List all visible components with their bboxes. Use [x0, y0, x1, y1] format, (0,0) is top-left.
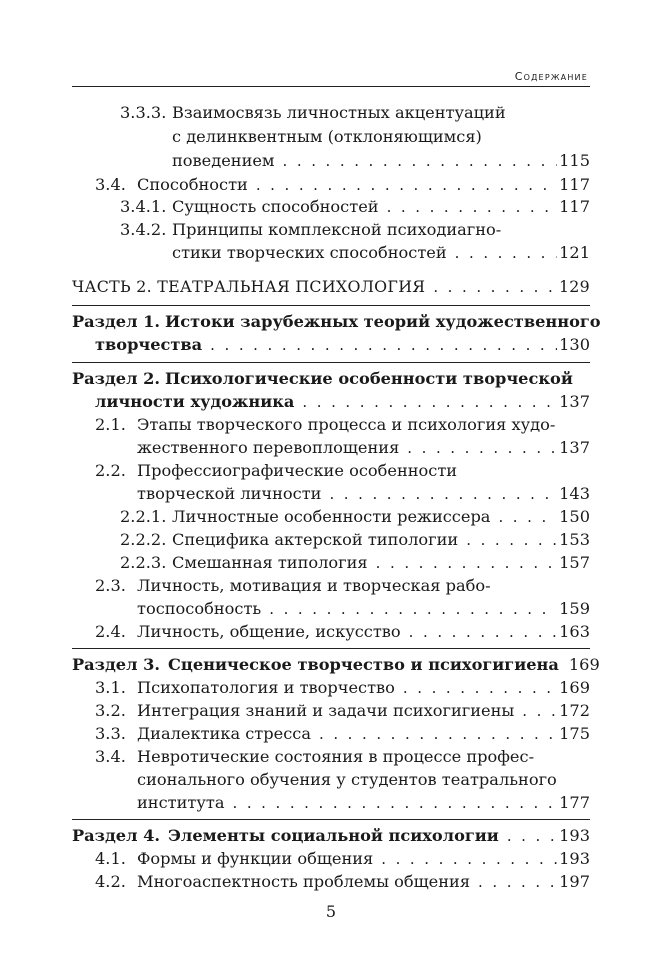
toc-part-entry[interactable]: [72, 277, 590, 297]
toc-section-entry[interactable]: [95, 335, 590, 355]
part-title: ЧАСТЬ 2. ТЕАТРАЛЬНАЯ ПСИХОЛОГИЯ: [72, 277, 426, 296]
dot-leader: [478, 872, 557, 892]
page-number: 5: [325, 902, 337, 921]
toc-entry-text: Личность, общение, искусство: [137, 622, 401, 641]
section-label: Раздел 1.: [72, 312, 161, 331]
section-divider: [72, 362, 590, 363]
running-header-title: Содержание: [514, 70, 588, 83]
toc-entry-text: поведением: [172, 151, 275, 170]
toc-entry-text: Взаимосвязь личностных акцентуаций: [172, 103, 506, 122]
toc-page-number: 115: [559, 151, 590, 170]
toc-entry[interactable]: [137, 438, 590, 458]
toc-entry[interactable]: [137, 724, 590, 744]
toc-number: 2.1.: [95, 415, 126, 434]
toc-entry-text: Специфика актерской типологии: [172, 530, 459, 549]
toc-entry[interactable]: [137, 849, 590, 869]
section-divider: [72, 648, 590, 649]
dot-leader: [283, 151, 558, 171]
toc-entry[interactable]: [137, 678, 590, 698]
toc-number: 2.2.1.: [120, 507, 167, 526]
toc-entry-text: Принципы комплексной психодиагно-: [172, 220, 502, 239]
toc-section-entry[interactable]: [72, 655, 600, 675]
toc-page-number: 169: [568, 655, 600, 674]
toc-entry-text: Личностные особенности режиссера: [172, 507, 491, 526]
toc-entry[interactable]: [172, 197, 590, 217]
dot-leader: [376, 553, 557, 573]
toc-page-number: 193: [559, 849, 590, 868]
toc-number: 4.1.: [95, 849, 126, 868]
dot-leader: [507, 826, 557, 846]
dot-leader: [319, 724, 557, 744]
toc-entry-text: Этапы творческого процесса и психология худо-: [137, 415, 556, 434]
dot-leader: [256, 175, 557, 195]
toc-number: 2.2.3.: [120, 553, 167, 572]
toc-page-number: 143: [559, 484, 590, 503]
section-divider: [72, 305, 590, 306]
toc-entry-text: Профессиографические особенности: [137, 461, 458, 480]
toc-section-entry[interactable]: [72, 826, 590, 846]
toc-page-number: 175: [559, 724, 590, 743]
toc-entry-text: Многоаспектность проблемы общения: [137, 872, 471, 891]
dot-leader: [403, 678, 557, 698]
toc-number: 3.4.: [95, 175, 126, 194]
toc-entry-text: Смешанная типология: [172, 553, 368, 572]
toc-entry[interactable]: [172, 530, 590, 550]
section-title: творчества: [95, 335, 203, 354]
toc-entry[interactable]: [137, 484, 590, 504]
toc-number: 3.4.: [95, 747, 126, 766]
toc-number: 3.1.: [95, 678, 126, 697]
toc-page-number: 130: [559, 335, 590, 354]
toc-entry[interactable]: [172, 553, 590, 573]
toc-number: 3.4.2.: [120, 220, 167, 239]
dot-leader: [522, 701, 557, 721]
toc-entry-text: творческой личности: [137, 484, 322, 503]
dot-leader: [329, 484, 557, 504]
toc-entry-text: Формы и функции общения: [137, 849, 374, 868]
toc-entry[interactable]: [172, 151, 590, 171]
section-divider: [72, 819, 590, 820]
toc-section-entry[interactable]: [95, 392, 590, 412]
dot-leader: [232, 793, 557, 813]
dot-leader: [407, 438, 557, 458]
toc-entry-text: тоспособность: [137, 599, 262, 618]
toc-page-number: 159: [559, 599, 590, 618]
toc-entry[interactable]: [137, 599, 590, 619]
toc-page-number: 117: [559, 175, 590, 194]
section-title: Элементы социальной психологии: [168, 826, 499, 845]
section-label: Раздел 3.: [72, 655, 161, 674]
toc-entry-text: сионального обучения у студентов театрального: [137, 770, 557, 789]
toc-page-number: 169: [559, 678, 590, 697]
toc-number: 4.2.: [95, 872, 126, 891]
toc-number: 3.3.: [95, 724, 126, 743]
dot-leader: [210, 335, 557, 355]
dot-leader: [433, 277, 557, 297]
section-title: Сценическое творчество и психогигиена: [168, 655, 559, 674]
toc-entry-text: Психопатология и творчество: [137, 678, 395, 697]
toc-page-number: 197: [559, 872, 590, 891]
toc-entry-text: Способности: [137, 175, 248, 194]
toc-entry[interactable]: [137, 701, 590, 721]
toc-entry-text: Личность, мотивация и творческая рабо-: [137, 576, 491, 595]
toc-entry-text: Диалектика стресса: [137, 724, 311, 743]
toc-entry-text: Интеграция знаний и задачи психогигиены: [137, 701, 515, 720]
toc-number: 2.2.: [95, 461, 126, 480]
toc-page-number: 137: [559, 392, 590, 411]
dot-leader: [269, 599, 557, 619]
running-header: [72, 60, 590, 87]
toc-number: 3.3.3.: [120, 103, 167, 122]
toc-number: 2.2.2.: [120, 530, 167, 549]
toc-entry-text: стики творческих способностей: [172, 243, 447, 262]
toc-number: 3.2.: [95, 701, 126, 720]
dot-leader: [381, 849, 557, 869]
dot-leader: [409, 622, 557, 642]
toc-number: 3.4.1.: [120, 197, 167, 216]
dot-leader: [387, 197, 558, 217]
toc-page-number: 193: [559, 826, 590, 845]
section-title: личности художника: [95, 392, 295, 411]
toc-entry-text: института: [137, 793, 225, 812]
section-label: Раздел 2.: [72, 369, 161, 388]
dot-leader: [466, 530, 557, 550]
dot-leader: [302, 392, 557, 412]
toc-entry-text: Сущность способностей: [172, 197, 379, 216]
toc-page-number: 153: [559, 530, 590, 549]
section-title: Истоки зарубежных теорий художественного: [165, 312, 601, 331]
toc-page-number: 150: [559, 507, 590, 526]
toc-entry[interactable]: [172, 507, 590, 527]
toc-page-number: 157: [559, 553, 590, 572]
toc-page-number: 129: [558, 277, 590, 296]
section-label: Раздел 4.: [72, 826, 161, 845]
toc-number: 2.4.: [95, 622, 126, 641]
toc-page-number: 172: [559, 701, 590, 720]
toc-entry-text: Невротические состояния в процессе профес-: [137, 747, 535, 766]
toc-entry[interactable]: [172, 243, 590, 263]
toc-page-number: 117: [559, 197, 590, 216]
toc-entry[interactable]: [137, 872, 590, 892]
dot-leader: [455, 243, 557, 263]
toc-page-number: 177: [559, 793, 590, 812]
toc-page-number: 163: [559, 622, 590, 641]
toc-entry-text: с делинквентным (отклоняющимся): [172, 127, 482, 146]
toc-number: 2.3.: [95, 576, 126, 595]
toc-page-number: 121: [559, 243, 590, 262]
toc-entry-text: жественного перевоплощения: [137, 438, 400, 457]
section-title: Психологические особенности творческой: [165, 369, 573, 388]
toc-entry[interactable]: [137, 793, 590, 813]
dot-leader: [498, 507, 557, 527]
toc-page-number: 137: [559, 438, 590, 457]
toc-entry[interactable]: [137, 622, 590, 642]
toc-entry[interactable]: [137, 175, 590, 195]
